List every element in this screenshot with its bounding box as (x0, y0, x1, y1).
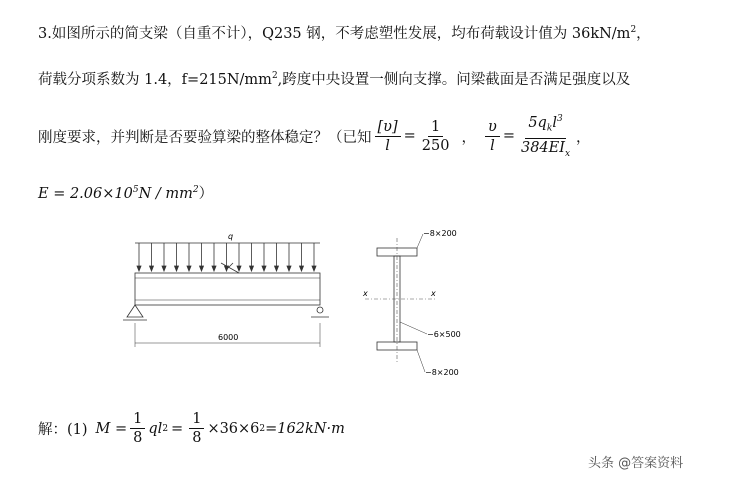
fraction-denominator: 8 (192, 430, 202, 446)
load-arrow-head (150, 266, 154, 271)
fraction-denominator: 8 (133, 430, 143, 446)
fraction-ratio (419, 118, 453, 155)
fraction-one-eighth (130, 410, 145, 447)
problem-line-2 (38, 68, 630, 89)
fraction-denominator: 250 (421, 137, 450, 154)
fraction-one-eighth (189, 410, 204, 447)
problem-line-1 (38, 22, 651, 43)
punctuation: ， (636, 26, 651, 42)
load-arrow-head (137, 266, 141, 271)
bottom-flange-label: −8×200 (425, 368, 459, 377)
load-label: q (228, 232, 234, 241)
equals-sign: = (403, 128, 416, 145)
fraction-numerator: 1 (428, 118, 443, 137)
load-arrow-head (162, 266, 166, 271)
formula-text: 5q (528, 114, 547, 131)
load-arrow-head (275, 266, 279, 271)
load-arrow-head (287, 266, 291, 271)
fraction-denominator (518, 139, 573, 163)
formula-text: ×36×6 (207, 420, 260, 437)
formula-text: ql (148, 420, 163, 437)
fraction-numerator: 1 (130, 410, 145, 429)
fraction-denominator: l (490, 137, 495, 154)
problem-line-2-text-a: 荷载分项系数为 1.4， (38, 72, 182, 88)
superscript: 2 (630, 25, 637, 36)
superscript: 2 (162, 423, 169, 434)
punctuation: ， (461, 129, 476, 146)
formula-text: 384EI (520, 139, 565, 156)
superscript: 3 (556, 114, 563, 124)
load-arrow-head (262, 266, 266, 271)
lateral-brace-mark (221, 263, 239, 273)
top-flange-label: −8×200 (423, 229, 457, 238)
elastic-modulus-line (38, 182, 213, 203)
load-arrow-head (187, 266, 191, 271)
subscript: k (546, 123, 553, 134)
solution-line (38, 410, 345, 447)
axis-label-right: x (431, 289, 436, 298)
equals-sign: = (171, 420, 184, 437)
load-arrow-head (200, 266, 204, 271)
watermark: 头条 @答案资料 (588, 456, 684, 471)
problem-line-3-text: 刚度要求，并判断是否要验算梁的整体稳定？（已知 (38, 129, 372, 146)
formula-text: l (552, 114, 557, 131)
subscript: x (564, 148, 571, 159)
pin-support (127, 305, 143, 317)
load-arrow-head (300, 266, 304, 271)
strength-value: f=215N/mm (181, 72, 272, 88)
fraction-numerator: 1 (189, 410, 204, 429)
roller-support (317, 307, 323, 313)
modulus-unit: N / mm (138, 186, 193, 202)
punctuation: ） (198, 186, 214, 202)
web-label: −6×500 (427, 330, 461, 339)
punctuation: ， (576, 129, 591, 146)
moment-symbol: M = (95, 420, 128, 437)
equals-sign: = (502, 128, 515, 145)
load-arrow-head (212, 266, 216, 271)
modulus-text: E = 2.06×10 (38, 186, 133, 202)
fraction-denominator: l (385, 137, 390, 154)
fraction-deflection-formula (518, 110, 573, 163)
superscript: 2 (192, 185, 199, 196)
solution-prefix: 解：(1) (38, 422, 88, 438)
load-arrow-head (175, 266, 179, 271)
problem-line-1-text: 3.如图所示的简支梁（自重不计），Q235 钢，不考虑塑性发展，均布荷载设计值为 36kN/m (38, 26, 631, 42)
axis-label-left: x (363, 289, 368, 298)
superscript: 5 (132, 185, 139, 196)
load-arrow-head (312, 266, 316, 271)
span-label: 6000 (218, 333, 239, 342)
load-arrow-head (237, 266, 241, 271)
problem-line-3 (38, 110, 591, 163)
fraction-numerator: υ (485, 118, 500, 137)
fraction-deflection-limit (375, 118, 401, 155)
superscript: 2 (259, 423, 266, 434)
fraction-deflection (485, 118, 500, 155)
beam-diagram (115, 225, 340, 355)
load-arrow-head (250, 266, 254, 271)
moment-result: =162kN·m (265, 420, 345, 437)
problem-line-2-text-b: ,跨度中央设置一侧向支撑。问梁截面是否满足强度以及 (277, 72, 631, 88)
fraction-numerator: [υ] (375, 118, 401, 137)
fraction-numerator (525, 110, 565, 139)
cross-section-diagram (355, 222, 495, 382)
superscript: 2 (271, 71, 278, 82)
